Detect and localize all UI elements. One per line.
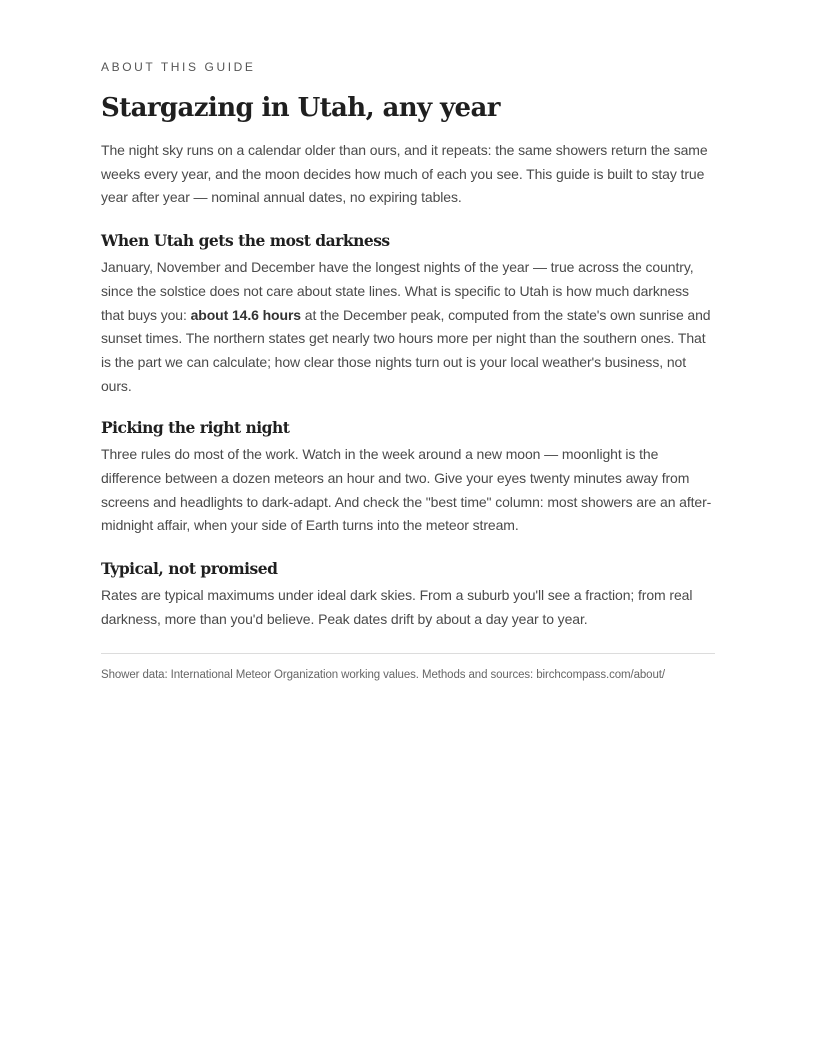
page-title: Stargazing in Utah, any year <box>101 93 500 123</box>
section-heading-darkness: When Utah gets the most darkness <box>101 231 390 251</box>
darkness-text-after: at the December peak, computed from the state's own sunrise and sunset times. The northern states get nearly two hours more per night than the southern ones. That is the part we can calculate; how clear those nights turn out is your local weather's business, not ours. <box>101 306 711 394</box>
eyebrow-label: ABOUT THIS GUIDE <box>101 60 256 74</box>
section-body-typical: Rates are typical maximums under ideal dark skies. From a suburb you'll see a fraction; from real darkness, more than you'd believe. Peak dates drift by about a day year to year. <box>101 587 693 627</box>
guide-article <box>101 58 715 683</box>
intro-paragraph: The night sky runs on a calendar older than ours, and it repeats: the same showers return the same weeks every year, and the moon decides how much of each you see. This guide is built to stay true year after year — nominal annual dates, no expiring tables. <box>101 142 708 206</box>
footer-sources: Shower data: International Meteor Organization working values. Methods and sources: birchcompass.com/about/ <box>101 668 665 681</box>
section-heading-typical: Typical, not promised <box>101 559 278 579</box>
section-right-night <box>101 417 715 538</box>
section-heading-right-night: Picking the right night <box>101 418 290 438</box>
section-body-darkness <box>101 256 715 398</box>
section-darkness <box>101 230 715 398</box>
section-typical <box>101 558 715 631</box>
darkness-text-before: January, November and December have the longest nights of the year — true across the country, since the solstice does not care about state lines. What is specific to Utah is how much darkness that buys you: <box>101 259 694 323</box>
darkness-hours-highlight: about 14.6 hours <box>190 306 301 323</box>
section-body-right-night: Three rules do most of the work. Watch in the week around a new moon — moonlight is the difference between a dozen meteors an hour and two. Give your eyes twenty minutes away from screens and headlights to dark-adapt. And check the "best time" column: most showers are an after-midnight affair, when your side of Earth turns into the meteor stream. <box>101 446 712 534</box>
footer-divider <box>101 653 715 654</box>
